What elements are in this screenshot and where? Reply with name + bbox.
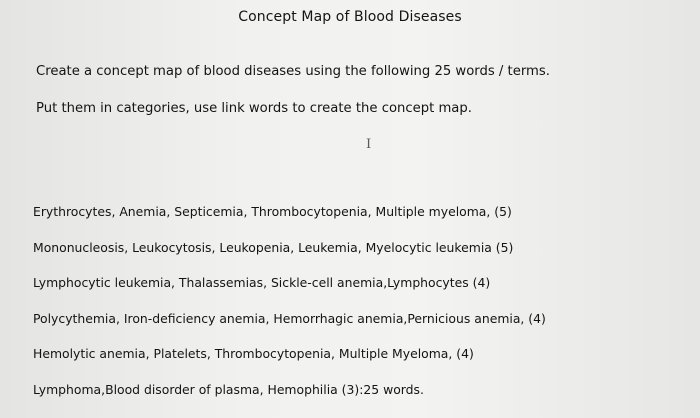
terms-line: Hemolytic anemia, Platelets, Thrombocytopenia, Multiple Myeloma, (4): [33, 346, 474, 361]
instruction-line-1: Create a concept map of blood diseases using the following 25 words / terms.: [36, 64, 550, 79]
terms-line: Lymphoma,Blood disorder of plasma, Hemophilia (3):25 words.: [33, 381, 424, 397]
terms-line: Lymphocytic leukemia, Thalassemias, Sickle-cell anemia,Lymphocytes (4): [33, 275, 491, 290]
terms-list: [33, 204, 546, 417]
terms-line: Polycythemia, Iron-deficiency anemia, Hemorrhagic anemia,Pernicious anemia, (4): [33, 310, 546, 326]
text-cursor-icon: I: [366, 137, 372, 152]
terms-line: Erythrocytes, Anemia, Septicemia, Thrombocytopenia, Multiple myeloma, (5): [33, 204, 512, 219]
instruction-line-2: Put them in categories, use link words to create the concept map.: [36, 101, 472, 116]
terms-line: Mononucleosis, Leukocytosis, Leukopenia, Leukemia, Myelocytic leukemia (5): [33, 239, 514, 255]
page-title: Concept Map of Blood Diseases: [238, 9, 462, 25]
